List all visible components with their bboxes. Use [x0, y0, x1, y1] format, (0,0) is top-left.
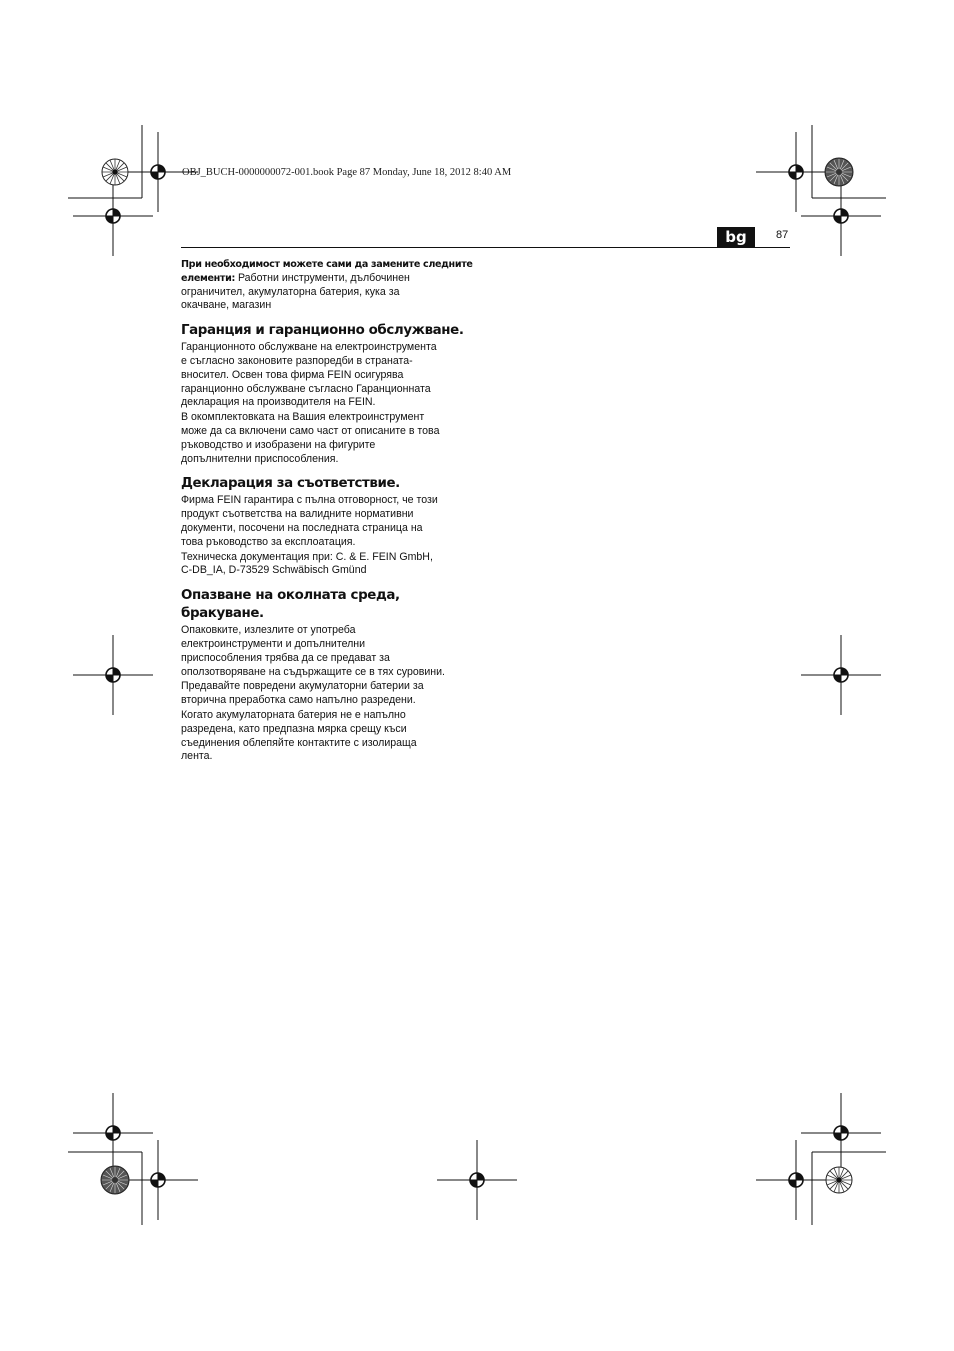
paragraph-line: допълнителни приспособления. — [181, 452, 339, 465]
registration-dial-bottom-right — [826, 1167, 852, 1193]
paragraph-line: Гаранционното обслужване на електроинструмента — [181, 341, 437, 354]
paragraph-line: електроинструменти и допълнителни — [181, 637, 366, 650]
paragraph-line: декларация на производителя на FEIN. — [181, 396, 376, 409]
section-title — [181, 475, 481, 493]
sections — [181, 322, 481, 764]
registration-cross-left-middle — [73, 635, 153, 715]
paragraph-line: вторична преработка само напълно разредени. — [181, 694, 416, 707]
paragraph-line: лента. — [181, 750, 213, 763]
paragraph-line: Техническа документация при: C. & E. FEIN GmbH, — [181, 550, 433, 563]
intro-line: окачване, магазин — [181, 299, 272, 312]
paragraph-line: оползотворяване на съдържащите се в тях суровини. — [181, 665, 446, 678]
paragraph-line: съединения облепяйте контактите с изолираща — [181, 736, 417, 749]
section-title — [181, 322, 481, 340]
section-paragraph — [181, 494, 481, 549]
language-badge: bg — [717, 227, 755, 247]
paragraph-line: продукт съответства на валидните нормативни — [181, 508, 414, 521]
section-title-line: бракуване. — [181, 606, 264, 622]
registration-dial-bottom-left — [101, 1166, 129, 1194]
paragraph-line: може да са включени само част от описаните в това — [181, 424, 440, 437]
paragraph-line: Фирма FEIN гарантира с пълна отговорност, че този — [181, 494, 438, 507]
intro-line: Работни инструменти, дълбочинен — [235, 271, 410, 284]
paragraph-line: Предавайте повредени акумулаторни батерии за — [181, 680, 424, 693]
registration-cross-right-upper — [801, 176, 881, 256]
page-number: 87 — [776, 229, 789, 241]
section-paragraph — [181, 680, 481, 708]
section-paragraph — [181, 551, 481, 579]
registration-cross-right-lower — [801, 1093, 881, 1173]
registration-cross-right-middle — [801, 635, 881, 715]
registration-dial-top-left — [102, 159, 128, 185]
paragraph-line: C-DB_IA, D-73529 Schwäbisch Gmünd — [181, 564, 367, 577]
paragraph-line: документи, посочени на последната страница на — [181, 521, 423, 534]
section-paragraph — [181, 624, 481, 679]
section-paragraph — [181, 341, 481, 410]
paragraph-line: разредена, като предпазна мярка срещу къси — [181, 722, 407, 735]
intro-lead-label: елементи: — [181, 272, 235, 284]
section-paragraph — [181, 411, 481, 466]
paragraph-line: ръководство и изобразени на фигурите — [181, 438, 376, 451]
registration-cross-bottom-center — [437, 1140, 517, 1220]
registration-cross-top-right — [756, 132, 836, 212]
paragraph-line: Когато акумулаторната батерия не е напълно — [181, 708, 406, 721]
registration-cross-left-lower — [73, 1093, 153, 1173]
section-title-line: Гаранция и гаранционно обслужване. — [181, 323, 464, 339]
paragraph-line: е съгласно законовите разпоредби в страната- — [181, 354, 413, 367]
paragraph-line: това ръководство за експлоатация. — [181, 535, 356, 548]
intro-line: ограничител, акумулаторна батерия, кука за — [181, 285, 400, 298]
header-rule — [181, 247, 790, 248]
section-title-line: Декларация за съответствие. — [181, 476, 400, 492]
section-title-line: Опазване на околната среда, — [181, 588, 400, 604]
book-file-header: OBJ_BUCH-0000000072-001.book Page 87 Monday, June 18, 2012 8:40 AM — [182, 167, 512, 178]
main-text-column — [181, 258, 481, 765]
intro-paragraph — [181, 258, 481, 313]
registration-dial-top-right — [825, 158, 853, 186]
paragraph-line: В окомплектовката на Вашия електроинструмент — [181, 411, 425, 424]
paragraph-line: гаранционно обслужване съгласно Гаранционната — [181, 382, 431, 395]
section-title — [181, 587, 481, 623]
paragraph-line: Опаковките, излезлите от употреба — [181, 624, 356, 637]
intro-lead-line: При необходимост можете сами да замените следните — [181, 259, 473, 270]
section-paragraph — [181, 709, 481, 764]
paragraph-line: вносител. Освен това фирма FEIN осигурява — [181, 368, 404, 381]
paragraph-line: приспособления трябва да се предават за — [181, 651, 390, 664]
registration-cross-left-upper — [73, 176, 153, 256]
